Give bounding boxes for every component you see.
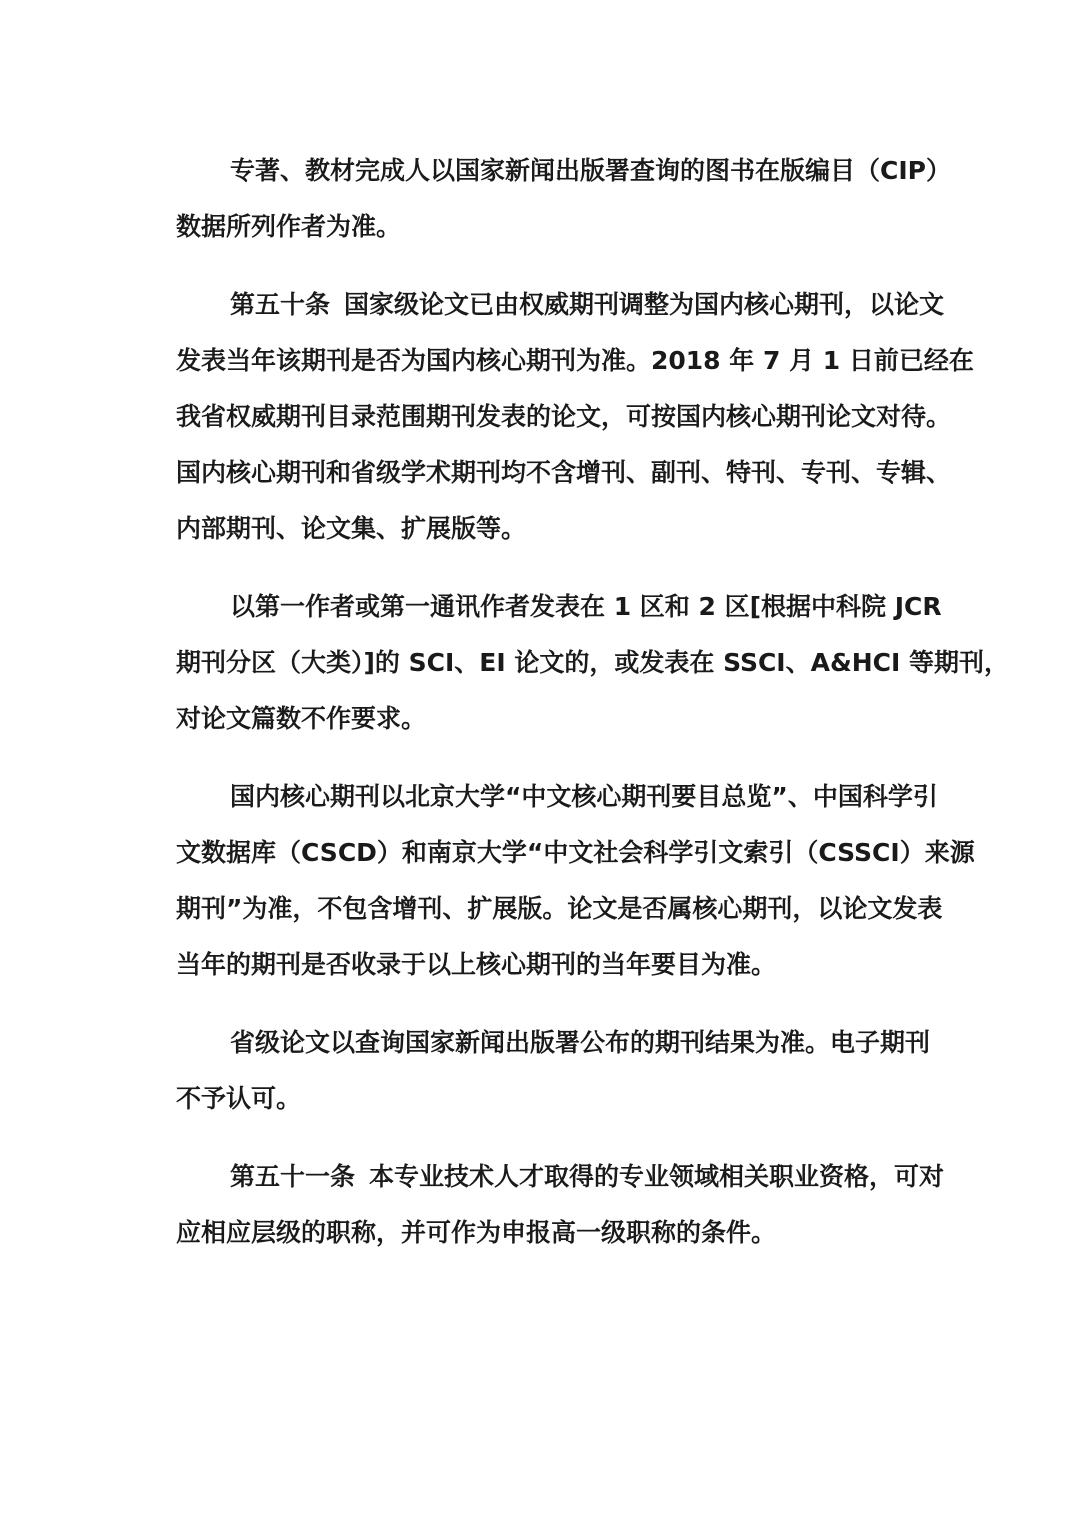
paragraph-provincial-papers — [176, 1015, 931, 1127]
paragraph-line: 国内核心期刊和省级学术期刊均不含增刊、副刊、特刊、专刊、专辑、 — [176, 458, 952, 487]
document-body — [176, 143, 1010, 1283]
paragraph-line-text: 本专业技术人才取得的专业领域相关职业资格，可对 — [369, 1162, 945, 1191]
paragraph-cip-authors — [176, 143, 951, 255]
paragraph-line: 应相应层级的职称，并可作为申报高一级职称的条件。 — [176, 1218, 777, 1247]
paragraph-sci-papers — [176, 579, 1010, 747]
paragraph-line: 国内核心期刊以北京大学“中文核心期刊要目总览”、中国科学引 — [230, 782, 938, 811]
paragraph-line: 文数据库（CSCD）和南京大学“中文社会科学引文索引（CSSCI）来源 — [176, 838, 975, 867]
article-number: 第五十条 — [230, 290, 331, 319]
paragraph-article-50 — [176, 277, 974, 557]
paragraph-core-journals — [176, 769, 975, 993]
paragraph-line: 省级论文以查询国家新闻出版署公布的期刊结果为准。电子期刊 — [230, 1028, 931, 1057]
article-number: 第五十一条 — [230, 1162, 356, 1191]
paragraph-line: 不予认可。 — [176, 1084, 302, 1113]
paragraph-line: 以第一作者或第一通讯作者发表在 1 区和 2 区[根据中科院 JCR — [230, 592, 942, 621]
paragraph-line: 当年的期刊是否收录于以上核心期刊的当年要目为准。 — [176, 950, 777, 979]
paragraph-line — [176, 277, 945, 333]
paragraph-line: 我省权威期刊目录范围期刊发表的论文，可按国内核心期刊论文对待。 — [176, 402, 952, 431]
paragraph-line: 对论文篇数不作要求。 — [176, 704, 427, 733]
paragraph-line — [176, 1149, 945, 1205]
paragraph-line: 期刊”为准，不包含增刊、扩展版。论文是否属核心期刊，以论文发表 — [176, 894, 943, 923]
paragraph-line: 期刊分区（大类）]的 SCI、EI 论文的，或发表在 SSCI、A&HCI 等期刊， — [176, 648, 1010, 677]
paragraph-article-51 — [176, 1149, 945, 1261]
paragraph-line: 内部期刊、论文集、扩展版等。 — [176, 514, 527, 543]
paragraph-line-text: 国家级论文已由权威期刊调整为国内核心期刊，以论文 — [344, 290, 945, 319]
paragraph-line: 数据所列作者为准。 — [176, 212, 402, 241]
paragraph-line: 专著、教材完成人以国家新闻出版署查询的图书在版编目（CIP） — [230, 156, 951, 185]
paragraph-line: 发表当年该期刊是否为国内核心期刊为准。2018 年 7 月 1 日前已经在 — [176, 346, 974, 375]
